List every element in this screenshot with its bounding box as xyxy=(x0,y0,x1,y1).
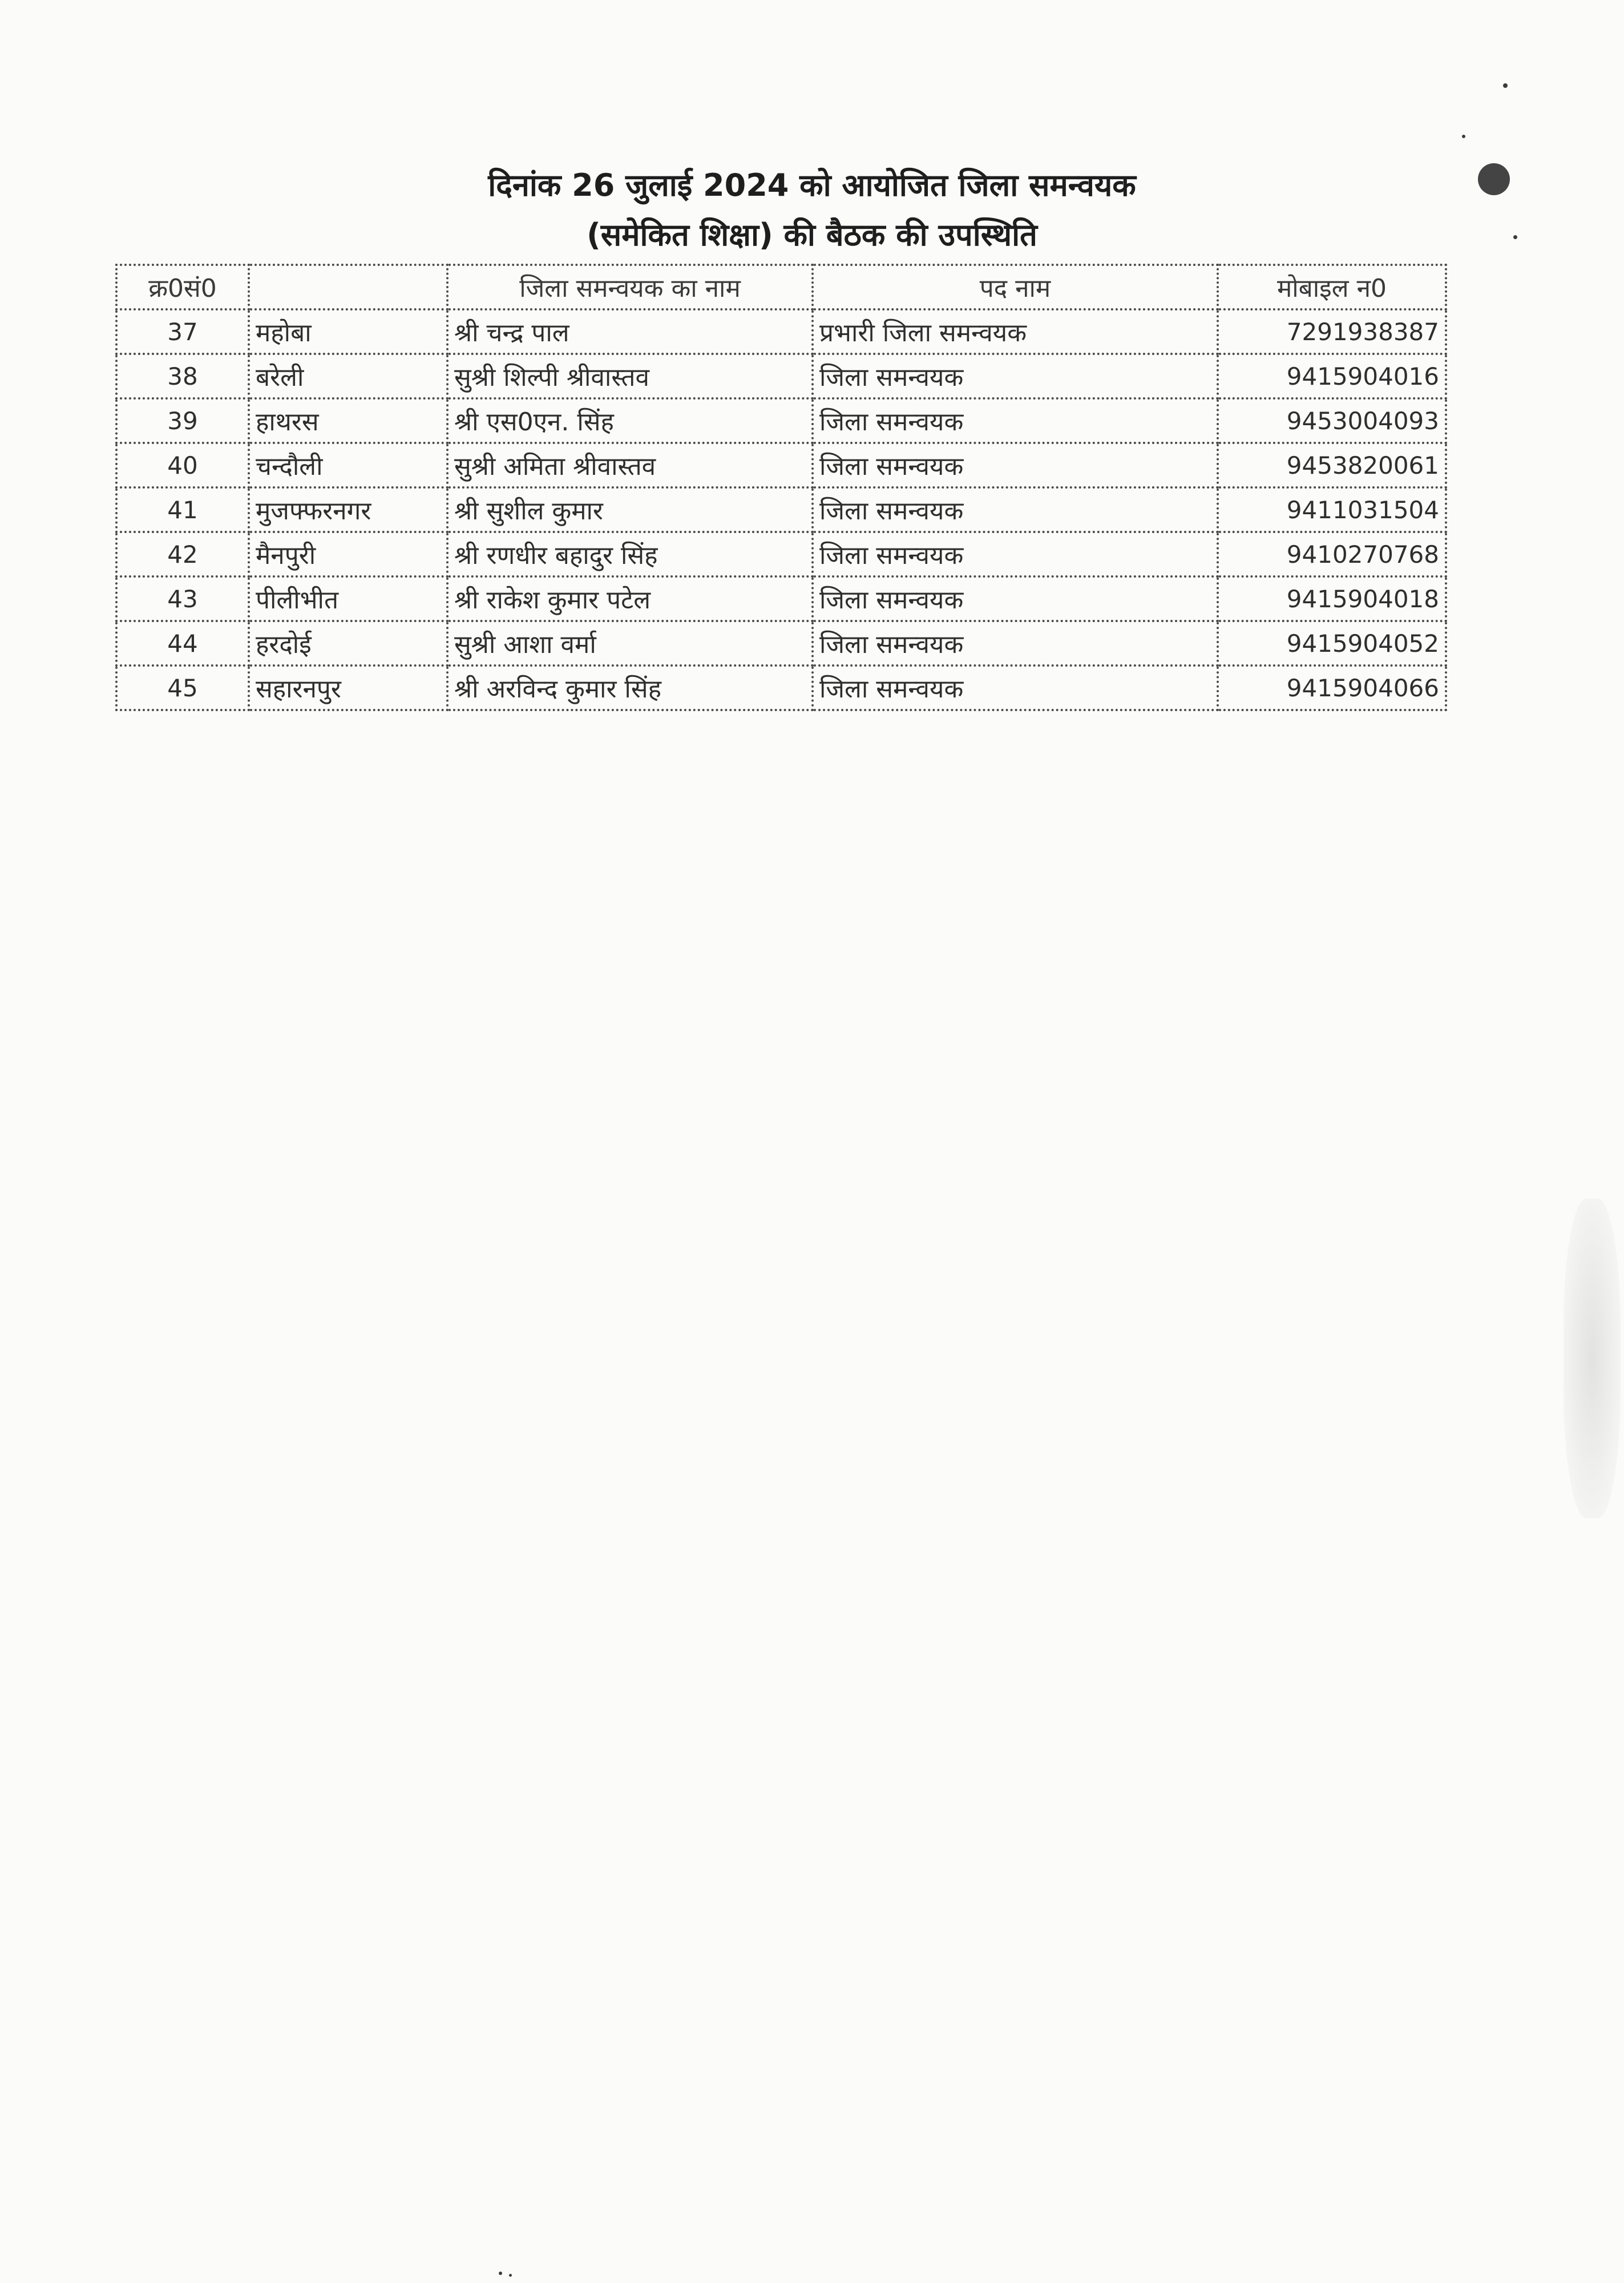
table-row xyxy=(116,621,1446,665)
mobile-number-cell: 9415904052 xyxy=(1218,621,1446,665)
table-row xyxy=(116,443,1446,487)
coordinator-name-cell: श्री सुशील कुमार xyxy=(447,487,813,532)
scan-speck xyxy=(1513,235,1517,239)
district-cell: सहारनपुर xyxy=(249,665,447,710)
table-row xyxy=(116,665,1446,710)
table-header-row xyxy=(116,265,1446,309)
mobile-number-cell: 9415904016 xyxy=(1218,354,1446,398)
post-name-cell: जिला समन्वयक xyxy=(813,665,1218,710)
post-name-cell: जिला समन्वयक xyxy=(813,354,1218,398)
mobile-number-cell: 9453820061 xyxy=(1218,443,1446,487)
mobile-number-cell: 9415904018 xyxy=(1218,576,1446,621)
mobile-number-cell: 7291938387 xyxy=(1218,309,1446,354)
table-row xyxy=(116,354,1446,398)
header-mobile-number: मोबाइल न0 xyxy=(1218,265,1446,309)
serial-number-cell: 45 xyxy=(116,665,249,710)
post-name-cell: जिला समन्वयक xyxy=(813,398,1218,443)
scan-smudge xyxy=(1564,1199,1621,1518)
district-cell: पीलीभीत xyxy=(249,576,447,621)
coordinator-name-cell: सुश्री शिल्पी श्रीवास्तव xyxy=(447,354,813,398)
post-name-cell: जिला समन्वयक xyxy=(813,621,1218,665)
table-row xyxy=(116,309,1446,354)
header-coordinator-name: जिला समन्वयक का नाम xyxy=(447,265,813,309)
mobile-number-cell: 9415904066 xyxy=(1218,665,1446,710)
scan-speck xyxy=(1503,83,1508,88)
post-name-cell: जिला समन्वयक xyxy=(813,443,1218,487)
header-district xyxy=(249,265,447,309)
serial-number-cell: 39 xyxy=(116,398,249,443)
coordinator-name-cell: श्री चन्द्र पाल xyxy=(447,309,813,354)
serial-number-cell: 43 xyxy=(116,576,249,621)
post-name-cell: जिला समन्वयक xyxy=(813,487,1218,532)
scan-hole-punch-mark xyxy=(1478,163,1510,195)
mobile-number-cell: 9453004093 xyxy=(1218,398,1446,443)
document-title-line-2: (समेकित शिक्षा) की बैठक की उपस्थिति xyxy=(587,217,1037,253)
post-name-cell: जिला समन्वयक xyxy=(813,576,1218,621)
document-title-line-1: दिनांक 26 जुलाई 2024 को आयोजित जिला समन्वयक xyxy=(488,167,1136,203)
mobile-number-cell: 9410270768 xyxy=(1218,532,1446,576)
district-cell: मैनपुरी xyxy=(249,532,447,576)
table-row xyxy=(116,398,1446,443)
district-cell: महोबा xyxy=(249,309,447,354)
post-name-cell: जिला समन्वयक xyxy=(813,532,1218,576)
coordinator-name-cell: श्री रणधीर बहादुर सिंह xyxy=(447,532,813,576)
table-row xyxy=(116,532,1446,576)
serial-number-cell: 42 xyxy=(116,532,249,576)
coordinator-name-cell: सुश्री अमिता श्रीवास्तव xyxy=(447,443,813,487)
scan-speck xyxy=(509,2274,512,2277)
scan-speck xyxy=(1462,135,1465,138)
header-post-name: पद नाम xyxy=(813,265,1218,309)
district-cell: हाथरस xyxy=(249,398,447,443)
serial-number-cell: 40 xyxy=(116,443,249,487)
coordinator-name-cell: श्री एस0एन. सिंह xyxy=(447,398,813,443)
coordinator-name-cell: श्री राकेश कुमार पटेल xyxy=(447,576,813,621)
serial-number-cell: 44 xyxy=(116,621,249,665)
district-cell: हरदोई xyxy=(249,621,447,665)
scan-speck xyxy=(499,2272,502,2275)
header-serial-number: क्र0सं0 xyxy=(116,265,249,309)
table-row xyxy=(116,576,1446,621)
table-row xyxy=(116,487,1446,532)
post-name-cell: प्रभारी जिला समन्वयक xyxy=(813,309,1218,354)
mobile-number-cell: 9411031504 xyxy=(1218,487,1446,532)
serial-number-cell: 37 xyxy=(116,309,249,354)
district-cell: मुजफ्फरनगर xyxy=(249,487,447,532)
coordinator-name-cell: सुश्री आशा वर्मा xyxy=(447,621,813,665)
district-cell: बरेली xyxy=(249,354,447,398)
attendance-table xyxy=(115,264,1447,711)
serial-number-cell: 41 xyxy=(116,487,249,532)
coordinator-name-cell: श्री अरविन्द कुमार सिंह xyxy=(447,665,813,710)
serial-number-cell: 38 xyxy=(116,354,249,398)
district-cell: चन्दौली xyxy=(249,443,447,487)
